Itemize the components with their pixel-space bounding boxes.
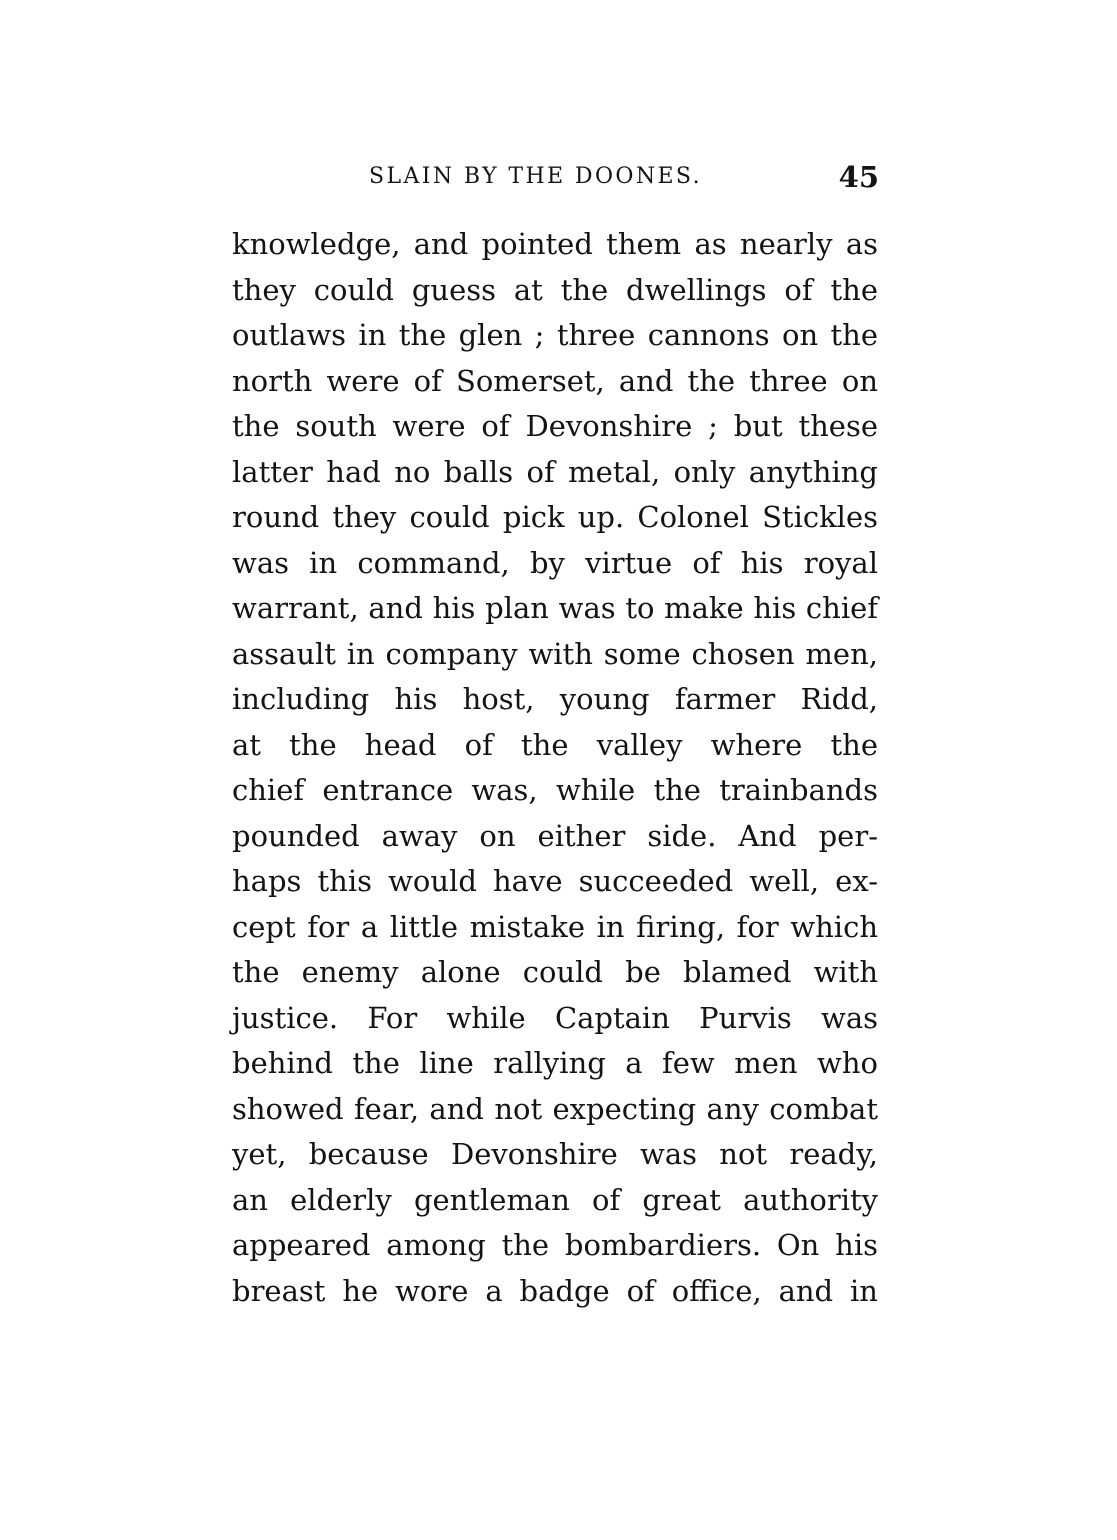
text-line: assault in company with some chosen men,: [232, 636, 878, 671]
text-line: north were of Somerset, and the three on: [232, 363, 878, 398]
body-text: [232, 222, 878, 1314]
text-line: yet, because Devonshire was not ready,: [232, 1137, 878, 1171]
text-line: outlaws in the glen ; three cannons on the: [232, 318, 878, 352]
text-line: behind the line rallying a few men who: [232, 1046, 878, 1080]
text-line: cept for a little mistake in firing, for which: [232, 909, 878, 944]
running-head: [369, 160, 879, 200]
running-title: SLAIN BY THE DOONES.: [369, 164, 703, 189]
text-line: an elderly gentleman of great authority: [232, 1182, 878, 1217]
text-line: round they could pick up. Colonel Stickles: [232, 500, 878, 534]
text-line: chief entrance was, while the trainbands: [232, 773, 878, 807]
text-line: warrant, and his plan was to make his chief: [232, 591, 878, 625]
text-line: showed fear, and not expecting any combat: [232, 1091, 878, 1126]
text-line: including his host, young farmer Ridd,: [232, 682, 878, 716]
text-line: justice. For while Captain Purvis was: [232, 1000, 878, 1035]
text-line: knowledge, and pointed them as nearly as: [232, 227, 878, 261]
text-line: the enemy alone could be blamed with: [232, 955, 878, 989]
text-line: pounded away on either side. And per-: [232, 818, 878, 853]
text-line: was in command, by virtue of his royal: [232, 545, 878, 580]
text-line: the south were of Devonshire ; but these: [232, 409, 878, 443]
text-line: haps this would have succeeded well, ex-: [232, 864, 878, 898]
page-number: 45: [838, 160, 879, 194]
text-line: latter had no balls of metal, only anything: [232, 454, 878, 489]
text-line: at the head of the valley where the: [232, 727, 878, 762]
text-line: they could guess at the dwellings of the: [232, 272, 878, 307]
text-line: breast he wore a badge of office, and in: [232, 1273, 878, 1308]
text-line: appeared among the bombardiers. On his: [232, 1228, 878, 1262]
